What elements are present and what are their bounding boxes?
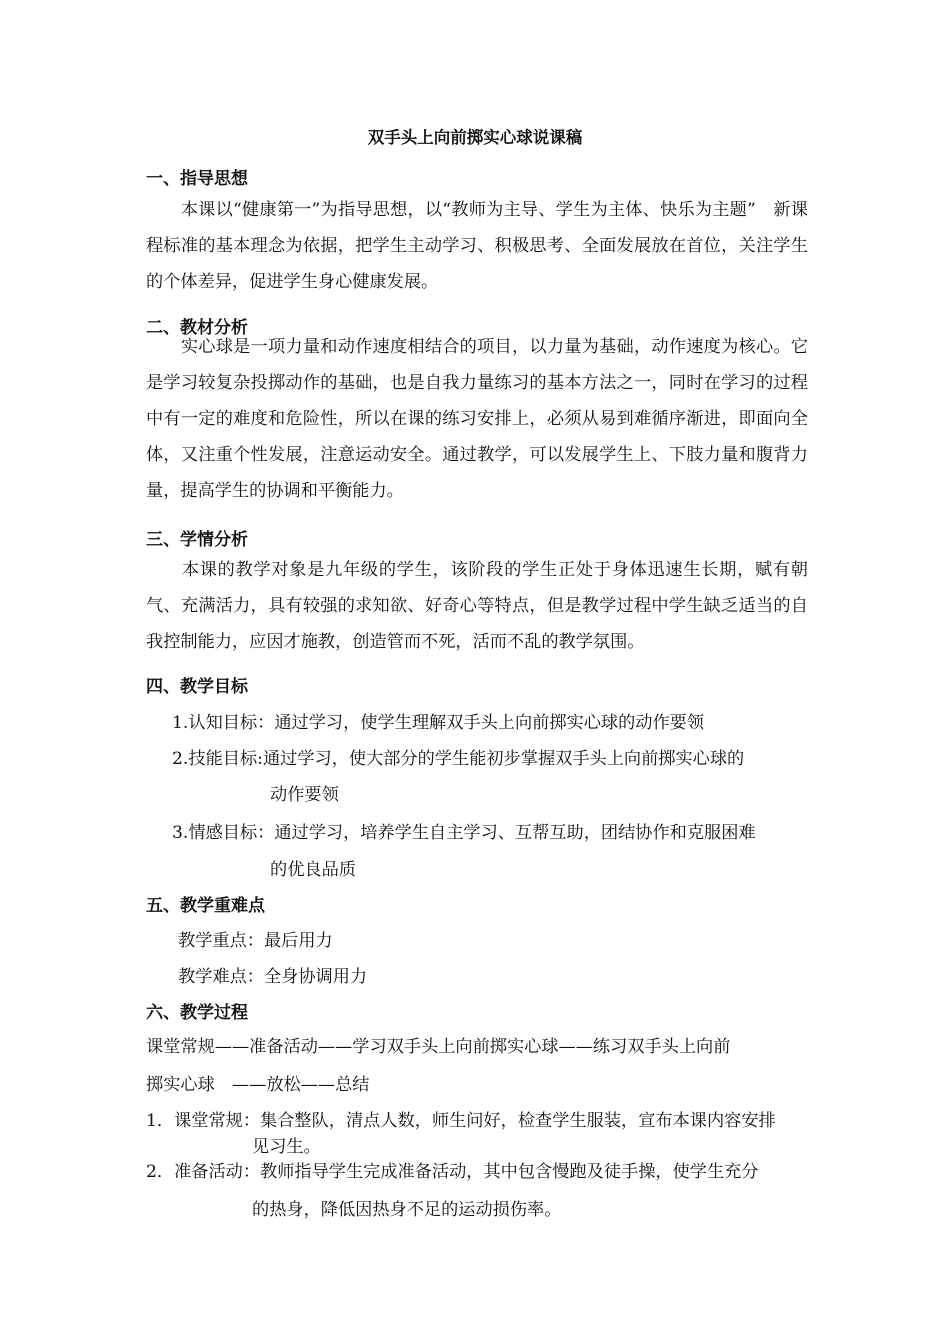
section-heading-key-points: 五、教学重难点 [146, 896, 265, 916]
section-paragraph-material-analysis: 实心球是一项力量和动作速度相结合的项目，以力量为基础，动作速度为核心。它是学习较复杂投掷动作的基础，也是自我力量练习的基本方法之一，同时在学习的过程中有一定的难度和危险性，所以在课的练习安排上，必须从易到难循序渐进，即面向全体，又注重个性发展，注意运动安全。通过教学，可以发展学生上、下肢力量和腹背力量，提高学生的协调和平衡能力。 [146, 337, 808, 501]
process-step-routine: 1．课堂常规：集合整队，清点人数，师生问好，检查学生服装，宣布本课内容安排 [146, 1111, 776, 1131]
key-point-text: 教学重点：最后用力 [178, 931, 333, 951]
difficulty-text: 教学难点：全身协调用力 [178, 967, 368, 987]
section-paragraph-guiding-idea: 本课以“健康第一”为指导思想，以“教师为主导、学生为主体、快乐为主题” 新课程标准的基本理念为依据，把学生主动学习、积极思考、全面发展放在首位，关注学生的个体差异，促进学生身心健康发展。 [146, 200, 808, 292]
goal-item-skill-continued: 动作要领 [270, 785, 339, 805]
section-heading-student-analysis: 三、学情分析 [146, 530, 248, 550]
section-heading-teaching-goals: 四、教学目标 [146, 677, 248, 697]
process-flow-line-1: 课堂常规——准备活动——学习双手头上向前掷实心球——练习双手头上向前 [146, 1037, 731, 1057]
section-heading-teaching-process: 六、教学过程 [146, 1003, 248, 1023]
section-heading-guiding-idea: 一、指导思想 [146, 169, 248, 189]
process-flow-line-2: 掷实心球 ——放松——总结 [146, 1075, 370, 1095]
section-paragraph-student-analysis: 本课的教学对象是九年级的学生，该阶段的学生正处于身体迅速生长期，赋有朝气、充满活力，具有较强的求知欲、好奇心等特点，但是教学过程中学生缺乏适当的自我控制能力，应因才施教，创造管而不死，活而不乱的教学氛围。 [146, 560, 808, 652]
goal-item-affective: 3.情感目标：通过学习，培养学生自主学习、互帮互助，团结协作和克服困难 [172, 823, 756, 843]
process-step-warmup-continued: 的热身，降低因热身不足的运动损伤率。 [252, 1200, 562, 1220]
goal-item-cognitive: 1.认知目标：通过学习，使学生理解双手头上向前掷实心球的动作要领 [172, 713, 705, 733]
goal-item-affective-continued: 的优良品质 [270, 860, 356, 880]
goal-item-skill: 2.技能目标:通过学习，使大部分的学生能初步掌握双手头上向前掷实心球的 [172, 749, 745, 769]
document-title: 双手头上向前掷实心球说课稿 [367, 128, 583, 147]
process-step-warmup: 2．准备活动：教师指导学生完成准备活动，其中包含慢跑及徒手操，使学生充分 [146, 1162, 759, 1182]
process-step-routine-continued: 见习生。 [252, 1137, 321, 1157]
section-heading-material-analysis: 二、教材分析 [146, 318, 248, 338]
